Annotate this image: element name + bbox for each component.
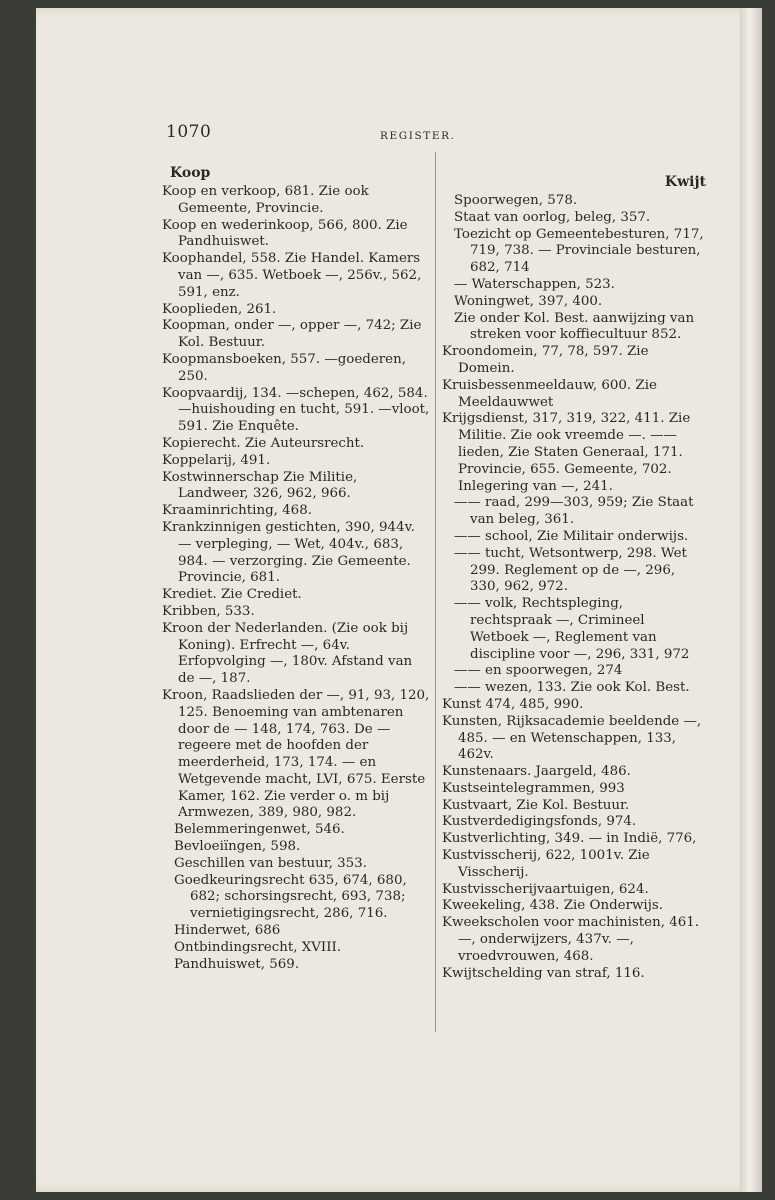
index-entry: Koop en wederinkoop, 566, 800. Zie Pandhuiswet. — [162, 217, 408, 250]
index-entry: Geschillen van bestuur, 353. — [174, 855, 367, 871]
right-column-heading: Kwijt — [664, 174, 706, 190]
index-entry: —— wezen, 133. Zie ook Kol. Best. — [454, 680, 690, 696]
index-entry: Koopman, onder —, opper —, 742; Zie Kol. Bestuur. — [162, 318, 422, 351]
index-entry: Kostwinnerschap Zie Militie, Landweer, 326, 962, 966. — [162, 469, 358, 502]
index-entry: Kribben, 533. — [162, 603, 255, 619]
index-entry: Bevloeiïngen, 598. — [174, 839, 301, 855]
index-entry: Kruisbessenmeeldauw, 600. Zie Meeldauwwet — [442, 377, 657, 410]
page-header — [166, 122, 775, 144]
index-entry: Kooplieden, 261. — [162, 301, 277, 317]
index-entry: —— volk, Rechtspleging, rechtspraak —, Crimineel Wetboek —, Reglement van discipline voor —, 296, 331, 972 — [454, 596, 690, 662]
index-entry: Kunstenaars. Jaargeld, 486. — [442, 764, 631, 780]
index-entry: Belemmeringenwet, 546. — [174, 822, 345, 838]
index-entry: Kraaminrichting, 468. — [162, 503, 312, 519]
index-entry: Ontbindingsrecht, XVIII. — [174, 939, 342, 955]
index-entry: Kwijtschelding van straf, 116. — [442, 965, 645, 981]
index-entry: Kopierecht. Zie Auteursrecht. — [162, 435, 365, 451]
index-entry: —— tucht, Wetsontwerp, 298. Wet 299. Reglement op de —, 296, 330, 962, 972. — [454, 545, 687, 595]
index-entry: Kroondomein, 77, 78, 597. Zie Domein. — [442, 344, 649, 376]
index-entry: —— school, Zie Militair onderwijs. — [454, 528, 689, 544]
index-entry: Kroon, Raadslieden der —, 91, 93, 120, 125. Benoeming van ambtenaren door de — 148, 174, 763. De — regeere met de hoofden der meerderheid, 173, 174. — en Wetgevende macht, LVI, 675. Eerste Kamer, 162. Zie verder o. m bij Armwezen, 389, 980, 982. — [162, 687, 430, 821]
page-number: 1070 — [166, 122, 212, 142]
index-entry: Woningwet, 397, 400. — [454, 293, 603, 309]
index-entry: Koppelarij, 491. — [162, 452, 271, 468]
index-entry: — Waterschappen, 523. — [454, 276, 615, 292]
index-entry: Spoorwegen, 578. — [454, 193, 578, 208]
running-head: REGISTER. — [380, 130, 456, 142]
index-entry: Kweekeling, 438. Zie Onderwijs. — [442, 898, 663, 914]
index-entry: Pandhuiswet, 569. — [174, 956, 300, 972]
index-entry: Kroon der Nederlanden. (Zie ook bij Koning). Erfrecht —, 64v. Erfopvolging —, 180v. Afstand van de —, 187. — [162, 620, 413, 687]
index-entry: Toezicht op Gemeentebesturen, 717, 719, 738. — Provinciale besturen, 682, 714 — [454, 226, 704, 276]
index-entry: —— raad, 299—303, 959; Zie Staat van beleg, 361. — [454, 495, 694, 528]
index-entry: Koopmansboeken, 557. —goederen, 250. — [162, 351, 406, 384]
index-entry: Hinderwet, 686 — [174, 923, 281, 939]
index-entry: Goedkeuringsrecht 635, 674, 680, 682; schorsingsrecht, 693, 738; vernietigingsrecht, 286, 716. — [174, 872, 407, 922]
index-entry: Kunst 474, 485, 990. — [442, 696, 584, 712]
right-entry-list — [442, 193, 706, 982]
index-entry: Kunsten, Rijksacademie beeldende —, 485. — en Wetenschappen, 133, 462v. — [442, 713, 702, 763]
index-entry: Staat van oorlog, beleg, 357. — [454, 209, 651, 225]
index-entry: Kustverlichting, 349. — in Indië, 776, — [442, 831, 697, 847]
index-entry: Kustvaart, Zie Kol. Bestuur. — [442, 797, 630, 813]
left-column-heading: Koop — [170, 165, 211, 181]
index-entry: Zie onder Kol. Best. aanwijzing van streken voor koffiecultuur 852. — [454, 310, 695, 343]
index-entry: Krijgsdienst, 317, 319, 322, 411. Zie Militie. Zie ook vreemde —. —— lieden, Zie Staten Generaal, 171. Provincie, 655. Gemeente, 702. Inlegering van —, 241. — [442, 411, 691, 494]
left-entry-list — [162, 184, 430, 973]
index-entry: Kustvisscherijvaartuigen, 624. — [442, 881, 649, 897]
index-entry: Koopvaardij, 134. —schepen, 462, 584. —huishouding en tucht, 591. —vloot, 591. Zie Enquête. — [162, 385, 430, 435]
index-entry: Kustseintelegrammen, 993 — [442, 780, 625, 796]
index-entry: Koop en verkoop, 681. Zie ook Gemeente, Provincie. — [162, 184, 369, 216]
column-divider — [435, 152, 436, 1032]
index-entry: Krankzinnigen gestichten, 390, 944v. — verpleging, — Wet, 404v., 683, 984. — verzorging. Zie Gemeente. Provincie, 681. — [162, 519, 415, 586]
left-column — [162, 165, 430, 973]
index-entry: Krediet. Zie Crediet. — [162, 587, 302, 603]
page-spine-edge — [740, 8, 762, 1192]
index-entry: Kweekscholen voor machinisten, 461. —, onderwijzers, 437v. —, vroedvrouwen, 468. — [442, 915, 700, 964]
index-entry: Koophandel, 558. Zie Handel. Kamers van —, 635. Wetboek —, 256v., 562, 591, enz. — [162, 251, 422, 300]
index-entry: —— en spoorwegen, 274 — [454, 663, 623, 679]
right-column — [442, 174, 706, 982]
index-entry: Kustvisscherij, 622, 1001v. Zie Visscherij. — [442, 848, 650, 880]
index-entry: Kustverdedigingsfonds, 974. — [442, 814, 637, 830]
